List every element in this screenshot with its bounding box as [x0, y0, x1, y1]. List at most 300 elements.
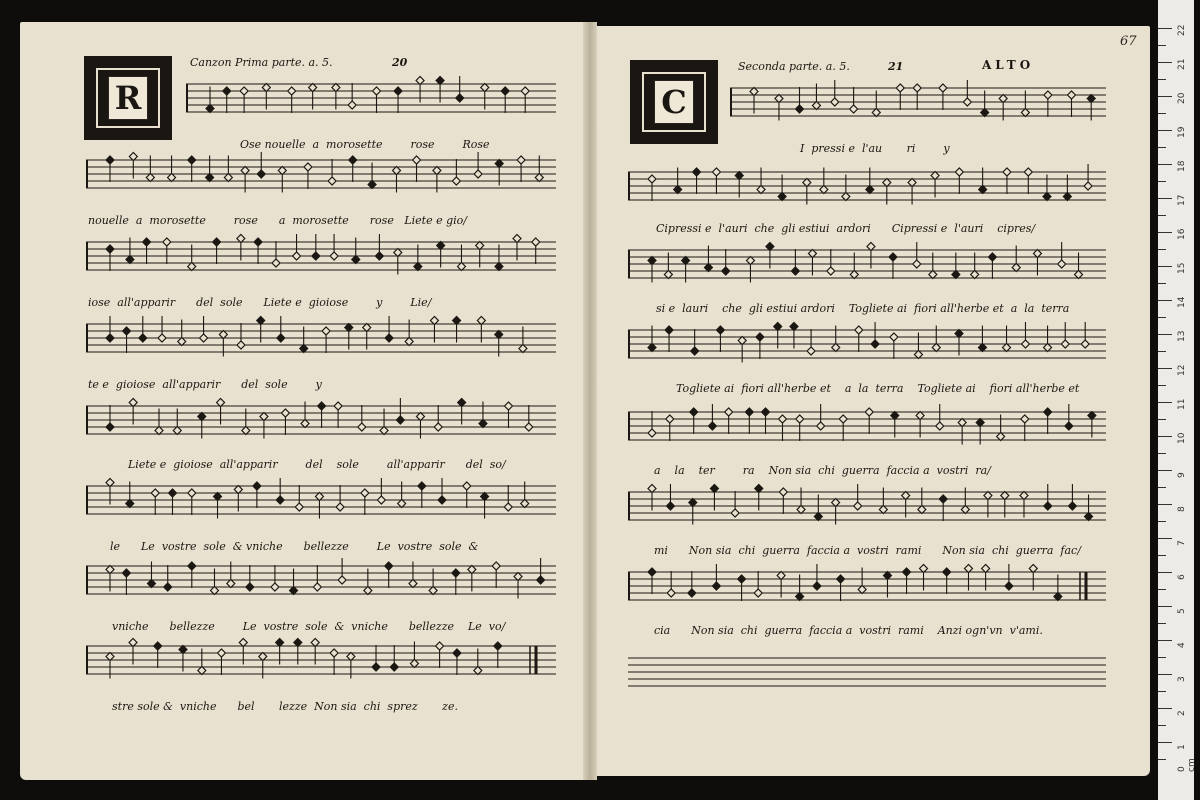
ruler-number: 2: [1177, 710, 1187, 716]
note-head: [154, 642, 162, 650]
ruler-tick: [1158, 555, 1166, 556]
note-head: [463, 482, 471, 490]
note-head: [474, 667, 482, 675]
ruler-tick: [1158, 249, 1166, 250]
note-head: [971, 271, 979, 279]
note-head: [929, 271, 937, 279]
ruler-tick: [1158, 487, 1166, 488]
ruler-tick: [1158, 504, 1172, 505]
note-head: [939, 84, 947, 92]
note-head: [271, 583, 279, 591]
note-head: [745, 408, 753, 416]
note-head: [988, 253, 996, 261]
note-head: [456, 94, 464, 102]
note-head: [309, 84, 317, 92]
music-staff: [628, 400, 1106, 462]
note-head: [666, 502, 674, 510]
ruler-tick: [1158, 453, 1166, 454]
ruler-tick: [1158, 283, 1166, 284]
note-head: [712, 168, 720, 176]
note-head: [797, 506, 805, 514]
note-head: [418, 482, 426, 490]
ruler-tick: [1158, 300, 1172, 301]
note-head: [179, 646, 187, 654]
measurement-ruler: [1158, 0, 1197, 800]
note-head: [777, 572, 785, 580]
note-head: [347, 653, 355, 661]
lyric-line: Togliete ai fiori all'herbe et a la terra Togliete ai fiori all'herbe et: [676, 382, 1080, 395]
note-head: [872, 109, 880, 117]
ruler-tick: [1158, 368, 1172, 369]
note-head: [328, 177, 336, 185]
music-staff: [86, 312, 556, 376]
note-head: [535, 174, 543, 182]
ruler-number: 18: [1177, 160, 1187, 172]
note-head: [665, 326, 673, 334]
note-head: [978, 344, 986, 352]
note-head: [322, 327, 330, 335]
note-head: [253, 482, 261, 490]
ruler-number: 1: [1177, 744, 1187, 750]
note-head: [223, 87, 231, 95]
note-head: [738, 337, 746, 345]
note-head: [173, 427, 181, 435]
note-head: [932, 344, 940, 352]
note-head: [457, 263, 465, 271]
left-page-number: 20: [392, 56, 408, 69]
note-head: [750, 88, 758, 96]
music-staff: [186, 72, 556, 136]
note-head: [918, 506, 926, 514]
note-head: [390, 663, 398, 671]
note-head: [504, 402, 512, 410]
lyric-line: Liete e gioiose all'apparir del sole all'apparir del so/: [128, 458, 506, 471]
ruler-number: 17: [1177, 194, 1187, 206]
note-head: [814, 513, 822, 521]
note-head: [188, 263, 196, 271]
note-head: [234, 486, 242, 494]
ruler-tick: [1158, 640, 1172, 641]
note-head: [755, 485, 763, 493]
music-staff: [86, 230, 556, 294]
note-head: [521, 87, 529, 95]
note-head: [955, 168, 963, 176]
note-head: [288, 87, 296, 95]
note-head: [827, 267, 835, 275]
note-head: [217, 649, 225, 657]
ruler-number: 22: [1177, 24, 1187, 36]
note-head: [674, 186, 682, 194]
note-head: [979, 186, 987, 194]
note-head: [373, 87, 381, 95]
note-head: [385, 334, 393, 342]
note-head: [871, 340, 879, 348]
note-head: [762, 408, 770, 416]
note-head: [867, 243, 875, 251]
note-head: [963, 98, 971, 106]
note-head: [738, 575, 746, 583]
note-head: [1021, 109, 1029, 117]
note-head: [436, 642, 444, 650]
ruler-number: 13: [1177, 330, 1187, 342]
music-staff: [86, 474, 556, 538]
note-head: [708, 422, 716, 430]
note-head: [276, 639, 284, 647]
note-head: [188, 489, 196, 497]
note-head: [731, 509, 739, 517]
note-head: [240, 87, 248, 95]
lyric-line: Cipressi e l'auri che gli estiui ardori Cipressi e l'auri cipres/: [656, 222, 1036, 235]
note-head: [931, 172, 939, 180]
note-head: [277, 334, 285, 342]
ruler-tick: [1158, 79, 1166, 80]
note-head: [831, 98, 839, 106]
note-head: [295, 503, 303, 511]
note-head: [913, 260, 921, 268]
note-head: [955, 330, 963, 338]
ruler-tick: [1158, 538, 1172, 539]
lyric-line: I pressi e l'au ri y: [800, 142, 950, 155]
note-head: [504, 503, 512, 511]
music-staff: [86, 394, 556, 458]
note-head: [1043, 193, 1051, 201]
note-head: [380, 427, 388, 435]
note-head: [430, 317, 438, 325]
note-head: [334, 402, 342, 410]
note-head: [746, 257, 754, 265]
note-head: [902, 492, 910, 500]
ruler-tick: [1158, 164, 1172, 165]
note-head: [1029, 565, 1037, 573]
note-head: [495, 263, 503, 271]
note-head: [779, 415, 787, 423]
note-head: [803, 179, 811, 187]
lyric-line: stre sole & vniche bel lezze Non sia chi sprez ze.: [112, 700, 458, 713]
note-head: [260, 413, 268, 421]
note-head: [790, 323, 798, 331]
note-head: [368, 181, 376, 189]
note-head: [648, 429, 656, 437]
note-head: [414, 263, 422, 271]
note-head: [832, 499, 840, 507]
initial-letter: C: [654, 80, 694, 124]
ruler-tick: [1158, 572, 1172, 573]
note-head: [896, 84, 904, 92]
empty-staff: [628, 646, 1106, 694]
note-head: [452, 569, 460, 577]
note-head: [163, 238, 171, 246]
note-head: [436, 77, 444, 85]
note-head: [437, 242, 445, 250]
note-head: [106, 566, 114, 574]
note-head: [224, 174, 232, 182]
note-head: [920, 565, 928, 573]
note-head: [889, 253, 897, 261]
note-head: [372, 663, 380, 671]
note-head: [712, 582, 720, 590]
note-head: [999, 95, 1007, 103]
note-head: [206, 174, 214, 182]
note-head: [214, 493, 222, 501]
note-head: [416, 77, 424, 85]
note-head: [106, 423, 114, 431]
ruler-tick: [1158, 708, 1172, 709]
note-head: [358, 423, 366, 431]
note-head: [272, 259, 280, 267]
note-head: [375, 252, 383, 260]
note-head: [300, 345, 308, 353]
ruler-number: 21: [1177, 58, 1187, 70]
note-head: [313, 583, 321, 591]
note-head: [688, 589, 696, 597]
note-head: [106, 479, 114, 487]
note-head: [766, 243, 774, 251]
note-head: [126, 256, 134, 264]
note-head: [855, 326, 863, 334]
music-staff: [628, 560, 1106, 622]
note-head: [479, 420, 487, 428]
note-head: [129, 153, 137, 161]
note-head: [521, 500, 529, 508]
note-head: [398, 500, 406, 508]
left-header-title: Canzon Prima parte. a. 5.: [190, 56, 333, 69]
note-head: [158, 334, 166, 342]
note-head: [1024, 168, 1032, 176]
note-head: [981, 109, 989, 117]
ruler-tick: [1158, 62, 1172, 63]
note-head: [1003, 344, 1011, 352]
note-head: [837, 575, 845, 583]
note-head: [883, 572, 891, 580]
note-head: [796, 593, 804, 601]
ruler-number: 19: [1177, 126, 1187, 138]
book-gutter: [583, 22, 597, 780]
ruler-tick: [1158, 589, 1166, 590]
note-head: [129, 639, 137, 647]
music-staff: [628, 480, 1106, 542]
decorated-initial-c: [630, 60, 718, 144]
note-head: [693, 168, 701, 176]
ruler-number: 8: [1177, 506, 1187, 512]
note-head: [961, 506, 969, 514]
note-head: [385, 562, 393, 570]
note-head: [474, 170, 482, 178]
note-head: [281, 409, 289, 417]
ruler-tick: [1158, 45, 1166, 46]
note-head: [1054, 593, 1062, 601]
note-head: [349, 156, 357, 164]
note-head: [139, 334, 147, 342]
ruler-tick: [1158, 232, 1172, 233]
note-head: [982, 565, 990, 573]
note-head: [126, 500, 134, 508]
lyric-line: a la ter ra Non sia chi guerra faccia a vostri ra/: [654, 464, 991, 477]
note-head: [433, 167, 441, 175]
note-head: [164, 583, 172, 591]
note-head: [1044, 408, 1052, 416]
note-head: [155, 427, 163, 435]
note-head: [519, 345, 527, 353]
note-head: [796, 415, 804, 423]
ruler-tick: [1158, 623, 1166, 624]
note-head: [704, 264, 712, 272]
note-head: [237, 235, 245, 243]
ruler-tick: [1158, 436, 1172, 437]
note-head: [1061, 340, 1069, 348]
note-head: [392, 167, 400, 175]
note-head: [416, 413, 424, 421]
note-head: [710, 485, 718, 493]
note-head: [854, 502, 862, 510]
note-head: [151, 489, 159, 497]
music-staff: [628, 318, 1106, 380]
note-head: [865, 408, 873, 416]
note-head: [908, 179, 916, 187]
note-head: [210, 587, 218, 595]
note-head: [1044, 91, 1052, 99]
note-head: [178, 338, 186, 346]
note-head: [832, 344, 840, 352]
note-head: [890, 333, 898, 341]
ruler-tick: [1158, 130, 1172, 131]
note-head: [409, 580, 417, 588]
note-head: [883, 179, 891, 187]
note-head: [774, 323, 782, 331]
note-head: [352, 256, 360, 264]
note-head: [532, 238, 540, 246]
ruler-tick: [1158, 147, 1166, 148]
note-head: [537, 576, 545, 584]
ruler-number: 3: [1177, 676, 1187, 682]
note-head: [330, 252, 338, 260]
lyric-line: iose all'apparir del sole Liete e gioiose y Lie/: [88, 296, 432, 309]
note-head: [1067, 91, 1075, 99]
note-head: [188, 156, 196, 164]
ruler-number: 5: [1177, 608, 1187, 614]
note-head: [122, 569, 130, 577]
music-staff: [628, 238, 1106, 300]
note-head: [514, 573, 522, 581]
note-head: [200, 334, 208, 342]
note-head: [866, 186, 874, 194]
lyric-line: te e gioiose all'apparir del sole y: [88, 378, 322, 391]
voice-label: ALTO: [982, 58, 1035, 72]
ruler-tick: [1158, 759, 1166, 760]
note-head: [227, 580, 235, 588]
note-head: [648, 485, 656, 493]
note-head: [338, 576, 346, 584]
ruler-tick: [1158, 28, 1172, 29]
note-head: [812, 102, 820, 110]
note-head: [332, 84, 340, 92]
note-head: [254, 238, 262, 246]
right-header-title: Seconda parte. a. 5.: [738, 60, 850, 73]
note-head: [492, 562, 500, 570]
note-head: [146, 174, 154, 182]
note-head: [363, 324, 371, 332]
note-head: [495, 331, 503, 339]
note-head: [984, 492, 992, 500]
ruler-tick: [1158, 181, 1166, 182]
ruler-tick: [1158, 657, 1166, 658]
ruler-tick: [1158, 470, 1172, 471]
note-head: [237, 341, 245, 349]
note-head: [725, 408, 733, 416]
note-head: [1021, 340, 1029, 348]
note-head: [336, 503, 344, 511]
note-head: [958, 419, 966, 427]
note-head: [278, 167, 286, 175]
note-head: [775, 95, 783, 103]
ruler-number: 10: [1177, 432, 1187, 444]
note-head: [1058, 260, 1066, 268]
ruler-tick: [1158, 198, 1172, 199]
note-head: [259, 653, 267, 661]
note-head: [525, 423, 533, 431]
note-head: [850, 105, 858, 113]
note-head: [1085, 513, 1093, 521]
note-head: [757, 186, 765, 194]
note-head: [123, 327, 131, 335]
note-head: [964, 565, 972, 573]
note-head: [394, 249, 402, 257]
note-head: [1005, 582, 1013, 590]
note-head: [364, 587, 372, 595]
lyric-line: mi Non sia chi guerra faccia a vostri rami Non sia chi guerra fac/: [654, 544, 1081, 557]
note-head: [477, 317, 485, 325]
note-head: [813, 582, 821, 590]
note-head: [689, 499, 697, 507]
lyric-line: nouelle a morosette rose a morosette rose Liete e gio/: [88, 214, 467, 227]
music-staff: [86, 554, 556, 618]
note-head: [648, 568, 656, 576]
note-head: [217, 399, 225, 407]
note-head: [1063, 193, 1071, 201]
note-head: [481, 493, 489, 501]
music-staff: [86, 634, 556, 698]
note-head: [290, 587, 298, 595]
folio-number: 67: [1120, 34, 1137, 49]
ruler-tick: [1158, 674, 1172, 675]
ruler-number: 4: [1177, 642, 1187, 648]
note-head: [808, 250, 816, 258]
note-head: [667, 589, 675, 597]
note-head: [1012, 264, 1020, 272]
note-head: [147, 580, 155, 588]
note-head: [188, 562, 196, 570]
note-head: [396, 416, 404, 424]
note-head: [246, 583, 254, 591]
note-head: [1003, 168, 1011, 176]
note-head: [330, 649, 338, 657]
note-head: [394, 87, 402, 95]
note-head: [735, 172, 743, 180]
note-head: [106, 653, 114, 661]
note-head: [242, 427, 250, 435]
note-head: [1044, 344, 1052, 352]
note-head: [1075, 271, 1083, 279]
ruler-number: 6: [1177, 574, 1187, 580]
note-head: [1084, 182, 1092, 190]
note-head: [756, 333, 764, 341]
lyric-line: vniche bellezze Le vostre sole & vniche bellezze Le vo/: [112, 620, 506, 633]
note-head: [413, 156, 421, 164]
note-head: [1021, 415, 1029, 423]
music-staff: [730, 76, 1106, 138]
ruler-label: 0 cm: [1177, 758, 1197, 772]
note-head: [348, 101, 356, 109]
note-head: [318, 402, 326, 410]
